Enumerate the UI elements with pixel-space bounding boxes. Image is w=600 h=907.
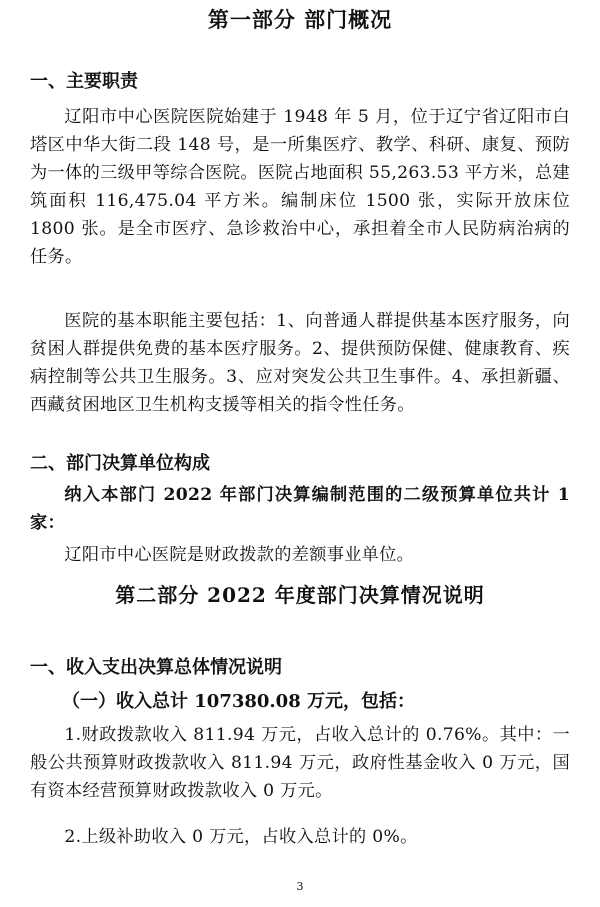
subsection-heading-total-income: （一）收入总计 107380.08 万元，包括：: [62, 691, 415, 712]
section-heading-unit-composition: 二、部门决算单位构成: [30, 453, 210, 474]
page-number: 3: [296, 880, 304, 893]
paragraph-superior-subsidy-income: 2.上级补助收入 0 万元，占收入总计的 0%。: [64, 827, 418, 847]
paragraph-unit-count: 纳入本部门 2022 年部门决算编制范围的二级预算单位共计 1 家：: [30, 485, 570, 533]
paragraph-basic-functions: 医院的基本职能主要包括：1、向普通人群提供基本医疗服务，向贫困人群提供免费的基本医疗服务。2、提供预防保健、健康教育、疾病控制等公共卫生服务。3、应对突发公共卫生事件。4、承担新疆、西藏贫困地区卫生机构支援等相关的指令性任务。: [30, 311, 570, 415]
part1-title: 第一部分 部门概况: [207, 7, 393, 32]
section-heading-overall-income-expense: 一、收入支出决算总体情况说明: [30, 657, 282, 678]
paragraph-fiscal-appropriation-income: 1.财政拨款收入 811.94 万元，占收入总计的 0.76%。其中：一般公共预算财政拨款收入 811.94 万元，政府性基金收入 0 万元，国有资本经营预算财政拨款收入 0 万元。: [30, 725, 570, 801]
part2-title: 第二部分 2022 年度部门决算情况说明: [115, 583, 485, 607]
paragraph-hospital-overview: 辽阳市中心医院医院始建于 1948 年 5 月，位于辽宁省辽阳市白塔区中华大街二段 148 号，是一所集医疗、教学、科研、康复、预防为一体的三级甲等综合医院。医院占地面积 55,263.53 平方米，总建筑面积 116,475.04 平方米。编制床位 1500 张，实际开放床位 1800 张。是全市医疗、急诊救治中心，承担着全市人民防病治病的任务。: [30, 107, 570, 267]
section-heading-main-duties: 一、主要职责: [30, 71, 138, 92]
paragraph-unit-type: 辽阳市中心医院是财政拨款的差额事业单位。: [64, 545, 415, 565]
